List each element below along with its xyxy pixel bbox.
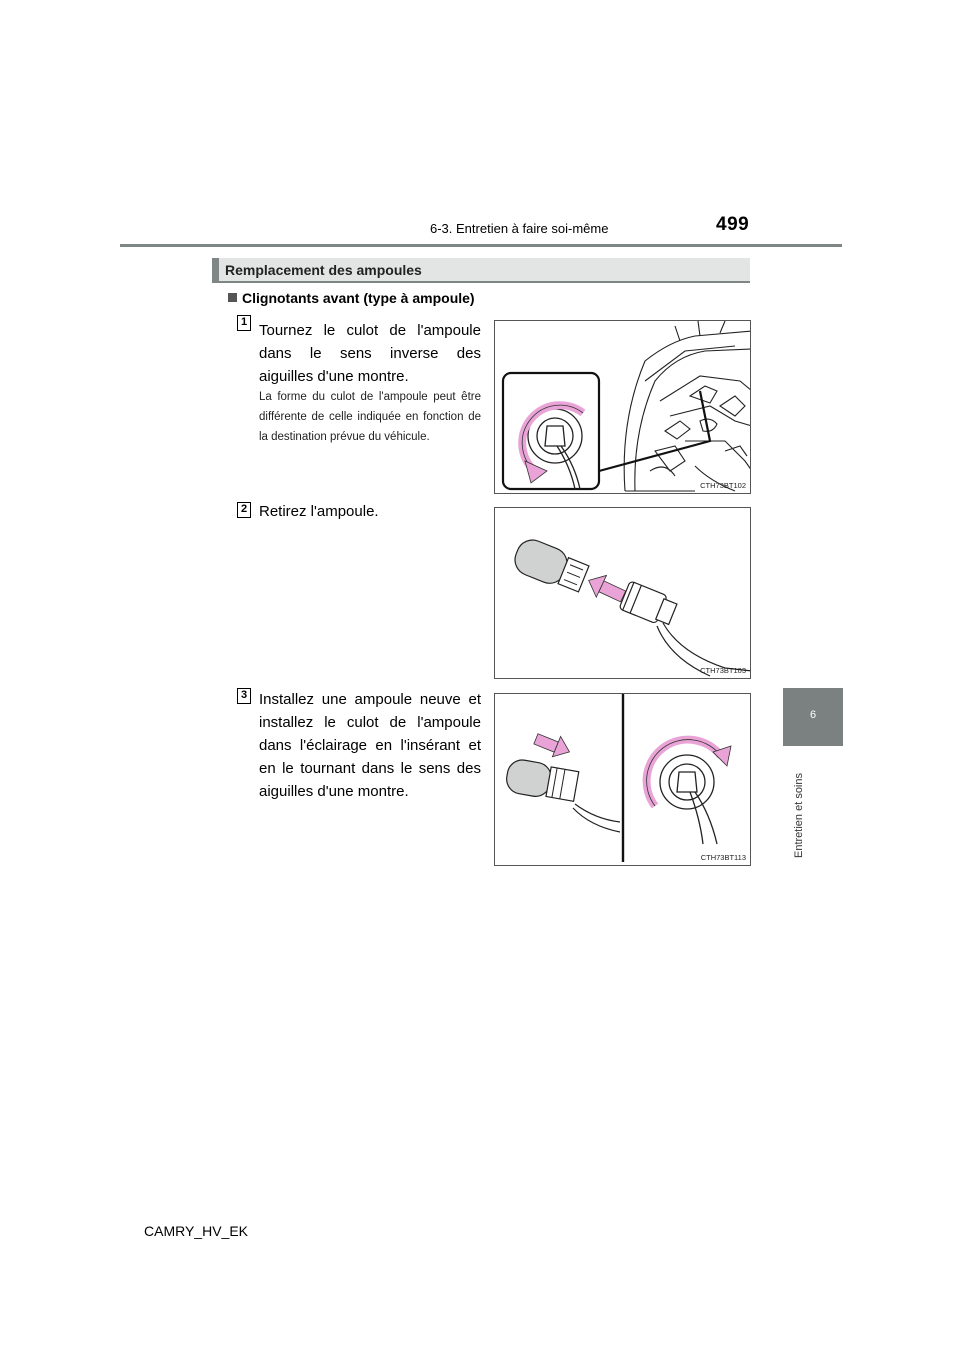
figure-step-3	[494, 693, 751, 866]
section-heading-bar	[212, 258, 750, 283]
figure-step-1	[494, 320, 751, 494]
chapter-tab	[783, 688, 843, 746]
subheading-text: Clignotants avant (type à ampoule)	[242, 290, 475, 306]
step-number-3: 3	[237, 688, 251, 704]
step-number-2: 2	[237, 502, 251, 518]
square-bullet-icon	[228, 293, 237, 302]
figure-code-2: CTH73BT103	[700, 666, 746, 675]
bulb-install-illustration	[495, 694, 751, 866]
header-rule	[120, 244, 842, 247]
page-number: 499	[716, 214, 750, 235]
chapter-label-wrap	[793, 760, 811, 860]
subheading	[228, 290, 475, 306]
step-3-text: Installez une ampoule neuve et installez le culot de l'ampoule dans l'éclairage en l'insérant et en le tournant dans le sens des aiguilles d'une montre.	[259, 691, 481, 800]
figure-step-2	[494, 507, 751, 679]
headlamp-rear-illustration	[495, 321, 751, 494]
step-1-text: Tournez le culot de l'ampoule dans le sens inverse des aiguilles d'une montre.	[259, 322, 481, 385]
chapter-number: 6	[809, 709, 817, 721]
section-heading-marker	[212, 258, 219, 281]
step-2-text: Retirez l'ampoule.	[259, 503, 379, 520]
figure-code-3: CTH73BT113	[700, 853, 746, 862]
step-number-1: 1	[237, 315, 251, 331]
section-title: Remplacement des ampoules	[225, 262, 422, 278]
bulb-removal-illustration	[495, 508, 751, 679]
figure-code-1: CTH73BT102	[700, 481, 746, 490]
header-section-title: 6-3. Entretien à faire soi-même	[430, 221, 609, 236]
chapter-label: Entretien et soins	[793, 773, 805, 858]
footer-model-code: CAMRY_HV_EK	[144, 1223, 249, 1239]
step-1-note: La forme du culot de l'ampoule peut être différente de celle indiquée en fonction de la destination prévue du véhicule.	[259, 391, 481, 443]
